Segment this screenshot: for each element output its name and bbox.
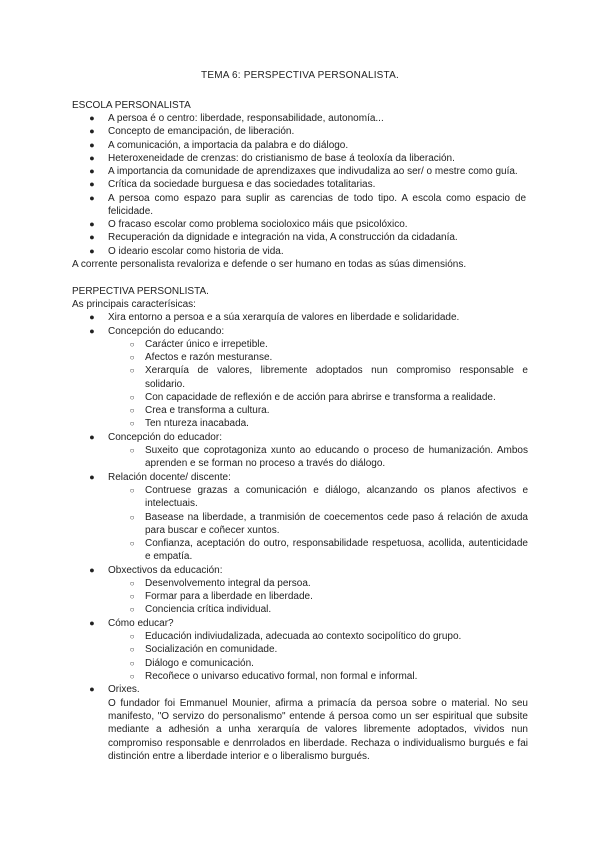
sub-list-item: Contruese grazas a comunicación e diálogo, alcanzando os planos afectivos e <box>145 485 528 496</box>
intro-text: As principais caracterísicas: <box>72 299 196 310</box>
orixes-paragraph-line: manifesto, "O servizo do personalismo" entende á persoa como un ser espiritual que subsite <box>108 711 528 722</box>
list-item: Concepto de emancipación, de liberación. <box>108 126 295 137</box>
list-item: A importancia da comunidade de aprendizaxes que indivudaliza ao ser/ o mestre como guía. <box>108 166 518 177</box>
list-item: Orixes. <box>108 684 140 695</box>
orixes-paragraph-line: mediante a adhesión a unha xerarquía de valores libremente adoptados, vividos nun <box>108 724 528 735</box>
bullet-icon: ● <box>89 113 95 123</box>
list-item: Cómo educar? <box>108 618 174 629</box>
bullet-icon: ● <box>89 618 95 628</box>
sub-bullet-icon: ○ <box>129 539 135 548</box>
sub-list-item: Carácter único e irrepetible. <box>145 339 268 350</box>
orixes-paragraph-line: distinción entre a liberdade interior e o liberalismo burgués. <box>108 751 370 762</box>
list-item: Heteroxeneidade de crenzas: do cristianismo de base á teoloxía da liberación. <box>108 153 455 164</box>
list-item: Recuperación da dignidade e integración na vida, A construcción da cidadanía. <box>108 232 458 243</box>
sub-bullet-icon: ○ <box>129 513 135 522</box>
section-heading-escola: ESCOLA PERSONALISTA <box>72 100 191 111</box>
bullet-icon: ● <box>89 326 95 336</box>
bullet-icon: ● <box>89 140 95 150</box>
bullet-icon: ● <box>89 219 95 229</box>
bullet-icon: ● <box>89 179 95 189</box>
sub-list-item: Confianza, aceptación do outro, responsabilidade respetuosa, acollida, autenticidade <box>145 538 528 549</box>
sub-list-item: Afectos e razón mesturanse. <box>145 352 273 363</box>
bullet-icon: ● <box>89 193 95 203</box>
sub-list-item-continuation: intelectuais. <box>145 498 198 509</box>
sub-list-item: Crea e transforma a cultura. <box>145 405 270 416</box>
sub-list-item: Con capacidade de reflexión e de acción para abrirse e transforma a realidade. <box>145 392 496 403</box>
sub-list-item-continuation: aprenden e se forman no proceso a través do diálogo. <box>145 458 386 469</box>
orixes-paragraph-line: compromiso responsable e denrrolados en liberdade. Rechaza o individualismo burgués e fai <box>108 738 528 749</box>
sub-bullet-icon: ○ <box>129 672 135 681</box>
sub-bullet-icon: ○ <box>129 592 135 601</box>
bullet-icon: ● <box>89 126 95 136</box>
sub-bullet-icon: ○ <box>129 579 135 588</box>
list-item: Xira entorno a persoa e a súa xerarquía de valores en liberdade e solidaridade. <box>108 312 460 323</box>
sub-bullet-icon: ○ <box>129 645 135 654</box>
sub-list-item: Xerarquía de valores, libremente adoptados nun compromiso responsable e <box>145 365 528 376</box>
sub-bullet-icon: ○ <box>129 393 135 402</box>
bullet-icon: ● <box>89 432 95 442</box>
sub-bullet-icon: ○ <box>129 366 135 375</box>
list-item: Concepción do educando: <box>108 326 225 337</box>
bullet-icon: ● <box>89 472 95 482</box>
sub-bullet-icon: ○ <box>129 605 135 614</box>
list-item-continuation: felicidade. <box>108 206 154 217</box>
bullet-icon: ● <box>89 684 95 694</box>
sub-bullet-icon: ○ <box>129 406 135 415</box>
sub-bullet-icon: ○ <box>129 446 135 455</box>
sub-list-item: Conciencia crítica individual. <box>145 604 272 615</box>
sub-list-item: Suxeito que coprotagoniza xunto ao educando o proceso de humanización. Ambos <box>145 445 528 456</box>
orixes-paragraph-line: O fundador foi Emmanuel Mounier, afirma a primacía da persoa sobre o material. No seu <box>108 698 528 709</box>
list-item: A persoa é o centro: liberdade, responsabilidade, autonomía... <box>108 113 384 124</box>
bullet-icon: ● <box>89 232 95 242</box>
closing-paragraph: A corrente personalista revaloriza e defende o ser humano en todas as súas dimensións. <box>72 259 467 270</box>
sub-list-item: Desenvolvemento integral da persoa. <box>145 578 311 589</box>
list-item: A comunicación, a importacia da palabra e do diálogo. <box>108 140 349 151</box>
list-item: Obxectivos da educación: <box>108 565 223 576</box>
sub-bullet-icon: ○ <box>129 340 135 349</box>
list-item: Concepción do educador: <box>108 432 222 443</box>
list-item: A persoa como espazo para suplir as carencias de todo tipo. A escola como espacio de <box>108 193 526 204</box>
sub-list-item: Educación indiviudalizada, adecuada ao contexto socipolítico do grupo. <box>145 631 462 642</box>
sub-list-item: Diálogo e comunicación. <box>145 658 254 669</box>
sub-bullet-icon: ○ <box>129 353 135 362</box>
list-item: Relación docente/ discente: <box>108 472 231 483</box>
bullet-icon: ● <box>89 166 95 176</box>
sub-bullet-icon: ○ <box>129 419 135 428</box>
section-heading-perspectiva: PERPECTIVA PERSONLISTA. <box>72 286 209 297</box>
sub-list-item: Formar para a liberdade en liberdade. <box>145 591 313 602</box>
sub-bullet-icon: ○ <box>129 486 135 495</box>
sub-list-item: Recoñece o univarso educativo formal, non formal e informal. <box>145 671 418 682</box>
list-item: Crítica da sociedade burguesa e das sociedades totalitarias. <box>108 179 376 190</box>
bullet-icon: ● <box>89 246 95 256</box>
sub-list-item: Ten ntureza inacabada. <box>145 418 249 429</box>
sub-list-item: Socialización en comunidade. <box>145 644 278 655</box>
sub-list-item-continuation: solidario. <box>145 379 186 390</box>
sub-list-item: Basease na liberdade, a tranmisión de coecementos cede paso á relación de axuda <box>145 512 528 523</box>
sub-bullet-icon: ○ <box>129 659 135 668</box>
bullet-icon: ● <box>89 312 95 322</box>
bullet-icon: ● <box>89 153 95 163</box>
page-title: TEMA 6: PERSPECTIVA PERSONALISTA. <box>201 70 399 81</box>
sub-list-item-continuation: e empatía. <box>145 551 193 562</box>
sub-list-item-continuation: para buscar e coñecer xuntos. <box>145 525 280 536</box>
list-item: O ideario escolar como historia de vida. <box>108 246 284 257</box>
bullet-icon: ● <box>89 565 95 575</box>
list-item: O fracaso escolar como problema socioloxico máis que psicolóxico. <box>108 219 408 230</box>
sub-bullet-icon: ○ <box>129 632 135 641</box>
